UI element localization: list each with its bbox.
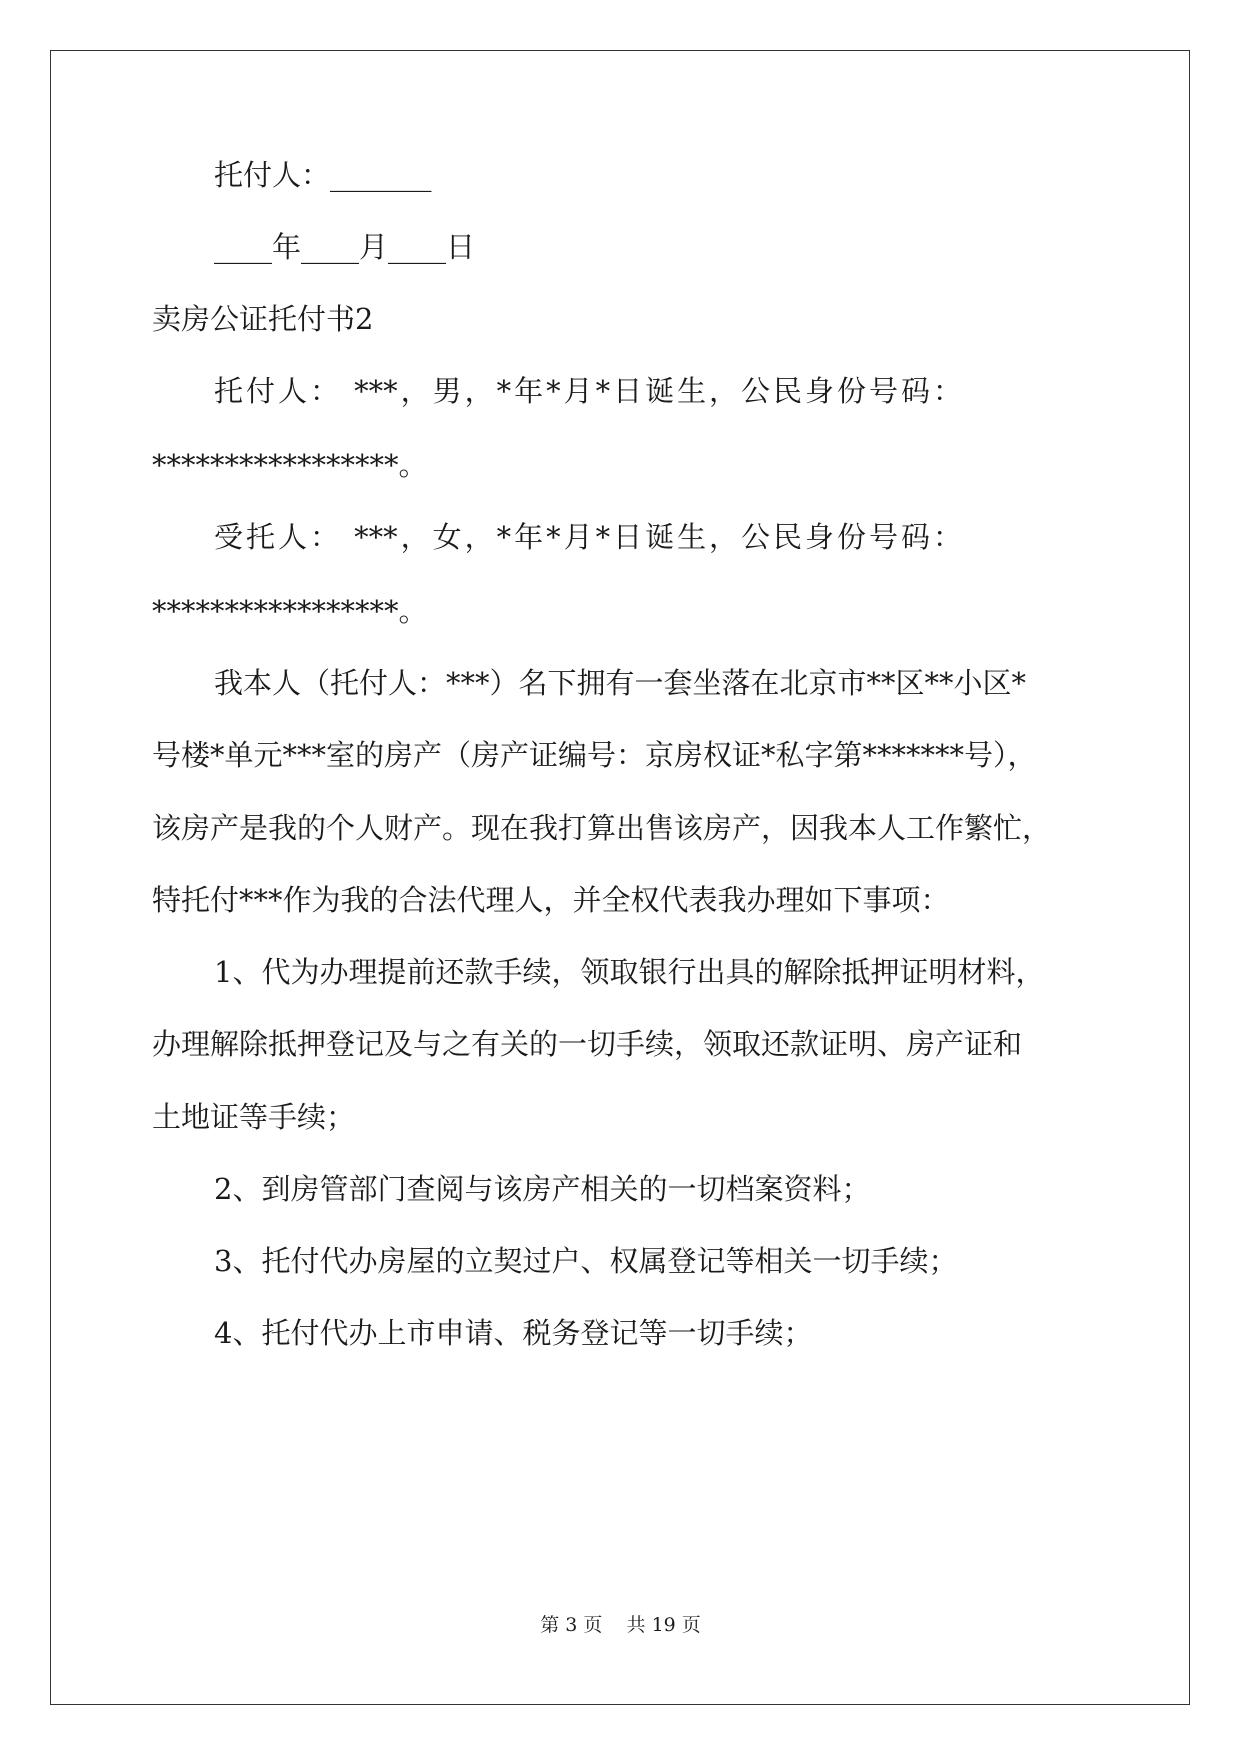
list-item-1-line: 土地证等手续； xyxy=(152,1100,356,1134)
list-item-4: 4、托付代办上市申请、税务登记等一切手续； xyxy=(214,1316,813,1350)
section-title: 卖房公证托付书2 xyxy=(152,302,374,336)
signer-line: 托付人：_______ xyxy=(214,158,432,192)
paragraph-line: 该房产是我的个人财产。现在我打算出售该房产，因我本人工作繁忙， xyxy=(152,811,1052,845)
list-item-3: 3、托付代办房屋的立契过户、权属登记等相关一切手续； xyxy=(214,1244,958,1278)
paragraph-line: 特托付***作为我的合法代理人，并全权代表我办理如下事项： xyxy=(152,883,950,917)
paragraph-line: 我本人（托付人：***）名下拥有一套坐落在北京市**区**小区* xyxy=(214,666,1027,700)
date-line: ____年____月____日 xyxy=(214,230,476,264)
principal-id-line: *****************。 xyxy=(152,448,428,482)
page-number: 第 3 页 共 19 页 xyxy=(540,1614,701,1636)
paragraph-line: 号楼*单元***室的房产（房产证编号：京房权证*私字第*******号）， xyxy=(152,738,1037,772)
list-item-1-line: 办理解除抵押登记及与之有关的一切手续，领取还款证明、房产证和 xyxy=(152,1027,1023,1061)
list-item-2: 2、到房管部门查阅与该房产相关的一切档案资料； xyxy=(214,1172,871,1206)
list-item-1-line: 1、代为办理提前还款手续，领取银行出具的解除抵押证明材料， xyxy=(214,955,1045,989)
agent-id-line: *****************。 xyxy=(152,594,428,628)
principal-info-line: 托付人： ***，男，*年*月*日诞生，公民身份号码： xyxy=(214,374,962,408)
agent-info-line: 受托人： ***，女，*年*月*日诞生，公民身份号码： xyxy=(214,520,962,554)
page-border xyxy=(50,50,1190,1705)
